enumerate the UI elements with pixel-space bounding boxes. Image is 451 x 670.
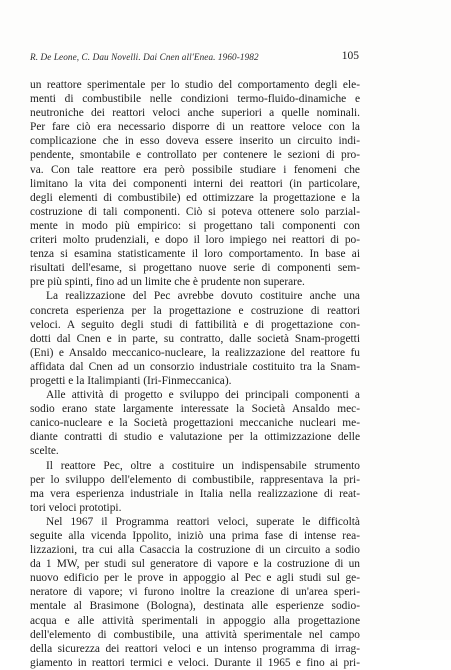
text-line: tori veloci prototipi. bbox=[30, 501, 122, 514]
text-line: Il reattore Pec, oltre a costituire un indispensabile strumento bbox=[46, 459, 360, 472]
text-line: risultati dell'esame, si progettano nuove serie di componenti sem- bbox=[30, 262, 360, 275]
text-line: (Eni) e Ansaldo meccanico-nucleare, la realizzazione del reattore fu bbox=[30, 346, 360, 359]
text-line: seguite alla vicenda Ippolito, iniziò una prima fase di intense rea- bbox=[30, 530, 360, 542]
text-line: limitano la vita dei componenti interni dei reattori (in particolare, bbox=[30, 177, 360, 190]
text-line: va. Con tale reattore era però possibile studiare i fenomeni che bbox=[30, 163, 360, 176]
text-line: lizzazioni, tra cui alla Casaccia la costruzione di un circuito a sodio bbox=[30, 544, 360, 557]
text-line: diante contratti di studio e valutazione per la ottimizzazione delle bbox=[30, 431, 360, 444]
body-text bbox=[30, 78, 360, 670]
text-line: giamento in reattori termici e veloci. Durante il 1965 e fino ai pri- bbox=[30, 656, 360, 669]
text-line: mente in modo più empirico: si progettano tali componenti con bbox=[30, 219, 360, 232]
text-line: neutroniche dei reattori veloci anche superiori a quelle nominali. bbox=[30, 107, 360, 120]
text-line: ma vera esperienza industriale in Italia nella realizzazione di reat- bbox=[30, 487, 360, 500]
text-line: un reattore sperimentale per lo studio del comportamento degli ele- bbox=[30, 79, 360, 91]
text-line: mentale al Brasimone (Bologna), destinata alle esperienze sodio- bbox=[30, 600, 360, 613]
page-number: 105 bbox=[341, 50, 359, 62]
text-line: pre più spinti, fino ad un limite che è prudente non superare. bbox=[30, 276, 305, 289]
text-line: neratore di vapore; vi furono inoltre la creazione di un'area speri- bbox=[30, 586, 360, 599]
text-line: criteri molto prudenziali, e dopo il loro impiego nei reattori di po- bbox=[30, 234, 360, 247]
text-line: costruzione di tali componenti. Ciò si poteva ottenere solo parzial- bbox=[30, 205, 360, 218]
text-line: complicazione che in esso doveva essere inserito un circuito indi- bbox=[30, 135, 360, 148]
text-line: concreta esperienza per la progettazione e costruzione di reattori bbox=[30, 304, 360, 317]
text-line: dell'elemento di combustibile, una attività sperimentale nel campo bbox=[30, 628, 360, 641]
running-header: R. De Leone, C. Dau Novelli. Dai Cnen all'Enea. 1960-1982 bbox=[30, 52, 259, 62]
text-line: tenza si esamina statisticamente il loro comportamento. In base ai bbox=[30, 248, 360, 261]
text-line: La realizzazione del Pec avrebbe dovuto costituire anche una bbox=[46, 290, 360, 303]
text-line: da 1 MW, per studi sul generatore di vapore e la costruzione di un bbox=[30, 558, 360, 571]
text-line: Per fare ciò era necessario disporre di un reattore veloce con la bbox=[30, 121, 360, 134]
text-line: affidata dal Cnen ad un consorzio industriale costituito tra la Snam- bbox=[30, 360, 360, 373]
text-line: Nel 1967 il Programma reattori veloci, superate le difficoltà bbox=[46, 515, 360, 528]
text-line: progetti e la Italimpianti (Iri-Finmeccanica). bbox=[30, 374, 232, 387]
text-line: nuovo edificio per le prove in appoggio al Pec e agli studi sul ge- bbox=[30, 572, 360, 585]
text-line: scelte. bbox=[30, 445, 59, 458]
text-line: Alle attività di progetto e sviluppo dei principali componenti a bbox=[46, 389, 360, 402]
text-line: menti di combustibile nelle condizioni termo-fluido-dinamiche e bbox=[30, 93, 360, 106]
text-line: canico-nucleare e la Società progettazioni meccaniche nucleari me- bbox=[30, 417, 360, 430]
text-line: pendente, smontabile e controllato per contenere le sezioni di pro- bbox=[30, 149, 360, 162]
text-line: degli elementi di combustibile) ed ottimizzare la progettazione e la bbox=[30, 191, 360, 204]
text-line: acqua e alle attività sperimentali in appoggio alla progettazione bbox=[30, 614, 360, 627]
text-line: della sicurezza dei reattori veloci e un intenso programma di irrag- bbox=[30, 642, 360, 655]
text-line: per lo sviluppo dell'elemento di combustibile, rappresentava la pri- bbox=[30, 473, 360, 486]
text-line: veloci. A seguito degli studi di fattibilità e di progettazione con- bbox=[30, 318, 360, 331]
text-line: sodio erano state largamente interessate la Società Ansaldo mec- bbox=[30, 403, 360, 416]
text-line: dotti dal Cnen e in parte, su contratto, dalle società Snam-progetti bbox=[30, 332, 360, 345]
